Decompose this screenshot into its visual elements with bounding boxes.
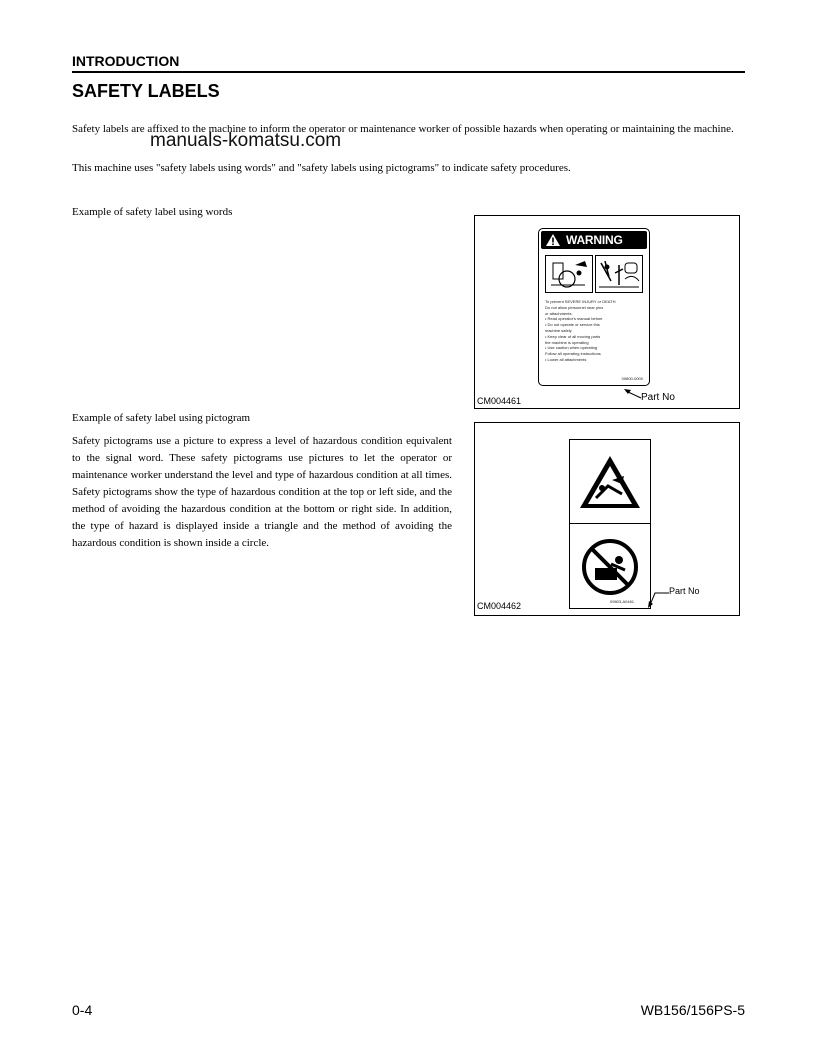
watermark: manuals-komatsu.com (150, 130, 342, 151)
footer-model: WB156/156PS-5 (640, 1002, 745, 1018)
label-text-block (545, 299, 645, 363)
word-safety-label-figure (474, 215, 740, 409)
label-line: the machine is operating (545, 339, 589, 345)
example2-caption: Example of safety label using pictogram (72, 412, 251, 424)
intro-paragraph-1: Safety labels are affixed to the machine to inform the operator or maintenance worker of possible hazards when operating or maintaining the machine. (72, 123, 734, 135)
label-line: or attachments. (545, 310, 573, 316)
pictogram-safety-label-figure (474, 422, 740, 616)
label-line: • Use caution when operating (545, 345, 598, 351)
pictogram-description: Safety pictograms use a picture to express a level of hazardous condition equivalent to the signal word. These safety pictograms use pictures to let the operator or maintenance worker understand the level and type of hazardous condition at all times. Safety pictograms show the type of hazardous condition at the top or left side, and the method of avoiding the hazardous condition at the bottom or right side. In addition, the type of hazard is displayed inside a triangle and the method of avoiding the hazardous condition is shown inside a circle. (72, 435, 452, 549)
figure-id: CM004462 (477, 601, 522, 611)
label-line: • Read operator's manual before (545, 316, 603, 322)
hazard-triangle-icon (578, 454, 642, 510)
part-number-leader-icon (623, 388, 643, 400)
crush-hazard-pictogram-icon (545, 255, 593, 293)
label-part-code: 09803-A0461 (610, 599, 635, 605)
label-line: • Keep clear of all moving parts (545, 333, 601, 339)
header-rule (72, 71, 745, 73)
section-header: INTRODUCTION (72, 53, 180, 69)
label-line: machine safely (545, 327, 572, 333)
part-number-label: Part No (669, 586, 700, 596)
label-divider (570, 523, 650, 524)
signal-word: WARNING (566, 233, 623, 247)
label-line: • Do not operate or service this (545, 322, 600, 328)
prohibition-circle-icon (581, 538, 639, 596)
warning-triangle-icon (545, 233, 561, 247)
label-part-code: 09800-0000 (621, 376, 643, 382)
footer-page-number: 0-4 (72, 1002, 93, 1018)
figure-id: CM004461 (477, 396, 522, 406)
signal-word-bar (541, 231, 647, 249)
page-title: SAFETY LABELS (72, 81, 220, 101)
warning-label-card (538, 228, 650, 386)
person-machine-pictogram-icon (595, 255, 643, 293)
label-line: • Lower all attachments (545, 356, 587, 362)
intro-paragraph-2: This machine uses "safety labels using words" and "safety labels using pictograms" to indicate safety procedures. (72, 162, 571, 174)
part-number-label: Part No (641, 392, 675, 403)
label-line: To prevent SEVERE INJURY or DEATH (545, 299, 616, 304)
pictogram-label-card (569, 439, 651, 609)
example1-caption: Example of safety label using words (72, 206, 233, 218)
label-line: Do not allow personnel near pins (545, 304, 604, 310)
part-number-leader-icon (647, 591, 671, 609)
label-line: Follow all operating instructions (545, 351, 601, 357)
